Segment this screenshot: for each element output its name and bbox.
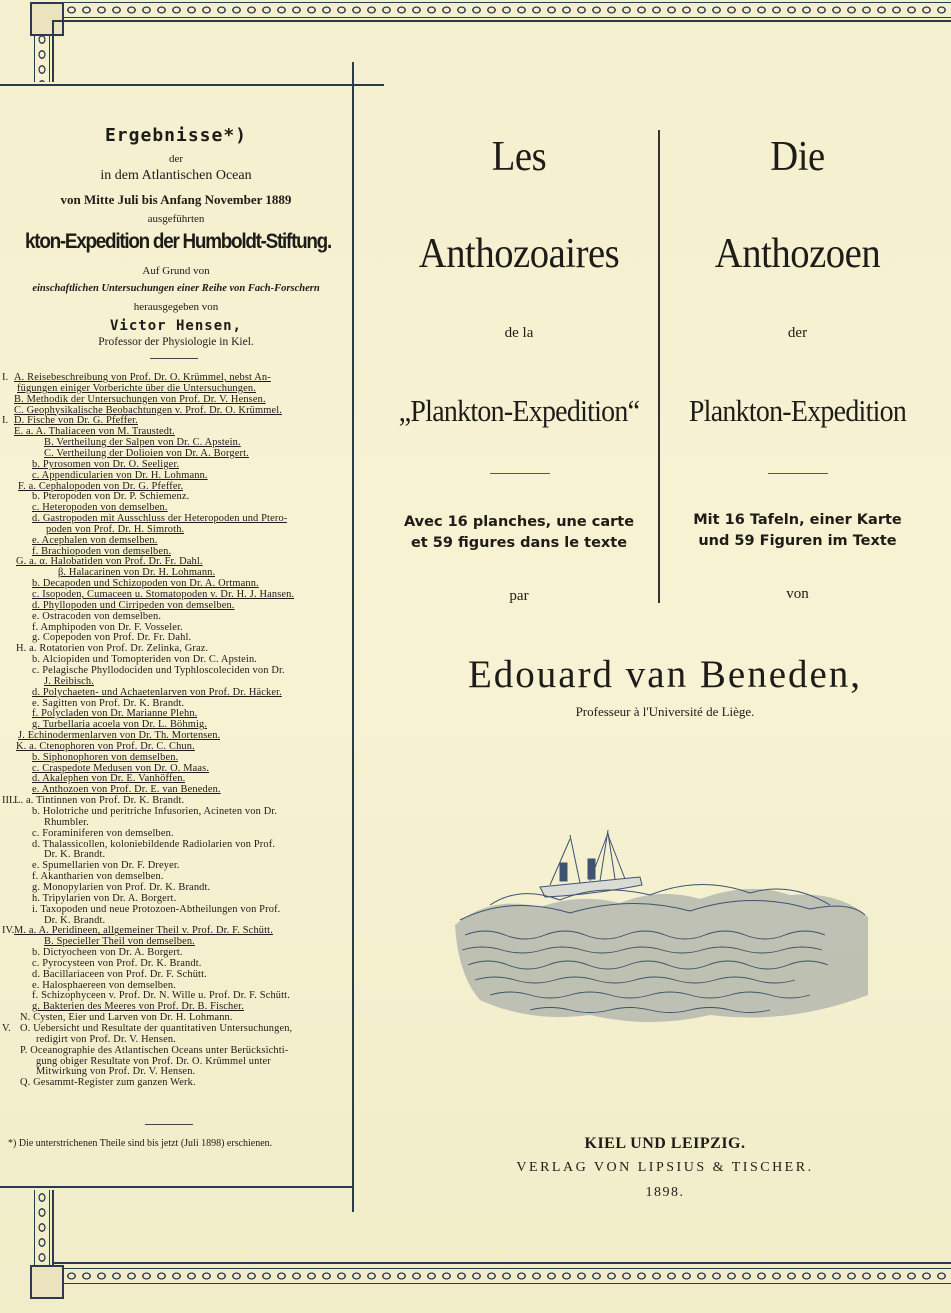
contents-entry: H. a. Rotatorien von Prof. Dr. Zelinka, Graz.	[16, 643, 209, 655]
contents-entry: d. Akalephen von Dr. E. Vanhöffen.	[32, 773, 186, 785]
contents-entry: D. Fische von Dr. G. Pfeffer.	[14, 415, 138, 427]
contents-part-number: IV.	[2, 925, 15, 937]
contents-entry: C. Vertheilung der Dolioien von Dr. A. Borgert.	[44, 447, 249, 459]
contents-entry: J. Echinodermenlarven von Dr. Th. Mortensen.	[18, 730, 221, 742]
contents-entry: Dr. K. Brandt.	[44, 914, 106, 926]
french-par: par	[509, 588, 529, 604]
contents-entry: g. Turbellaria acoela von Dr. L. Böhmig.	[32, 719, 208, 731]
contents-entry: c. Foraminiferen von demselben.	[32, 827, 174, 839]
contents-entry: g. Monopylarien von Prof. Dr. K. Brandt.	[32, 881, 211, 893]
german-title-expedition: Plankton-Expedition	[688, 393, 907, 428]
top-inner-rule	[52, 20, 951, 22]
contents-entry: d. Gastropoden mit Ausschluss der Heteropoden und Ptero-	[32, 513, 288, 525]
author-title: Professeur à l'Université de Liège.	[575, 704, 755, 719]
prospectus-line-ausgefuehrten: ausgeführten	[147, 213, 205, 225]
contents-entry: d. Bacillariaceen von Prof. Dr. F. Schütt.	[32, 968, 207, 980]
contents-entry: b. Siphonophoren von demselben.	[32, 751, 179, 763]
contents-entry: L. a. Tintinnen von Prof. Dr. K. Brandt.	[14, 795, 185, 807]
top-ornamental-border	[34, 2, 951, 18]
left-inner-rule-top	[52, 20, 54, 82]
contents-entry: b. Holotriche und peritriche Infusorien, Acineten von Dr.	[32, 806, 278, 817]
contents-entry: redigirt von Prof. Dr. V. Hensen.	[36, 1033, 176, 1045]
prospectus-line-dates: von Mitte Juli bis Anfang November 1889	[60, 192, 292, 207]
contents-entry: J. Reibisch.	[44, 675, 94, 687]
prospectus-editor: Victor Hensen,	[109, 318, 242, 334]
contents-entry: fügungen einiger Vorberichte über die Untersuchungen.	[17, 382, 256, 394]
contents-entry: C. Geophysikalische Beobachtungen v. Prof. Dr. O. Krümmel.	[14, 404, 283, 416]
publication-year: 1898.	[645, 1185, 685, 1200]
prospectus-line-auf-grund: Auf Grund von	[142, 265, 210, 277]
contents-part-number: V.	[2, 1023, 11, 1034]
contents-entry: K. a. Ctenophoren von Prof. Dr. C. Chun.	[16, 740, 195, 752]
ship-engraving	[450, 825, 870, 1030]
prospectus-line-herausgegeben: herausgegeben von	[133, 301, 219, 313]
contents-entry: b. Dictyocheen von Dr. A. Borgert.	[32, 947, 183, 959]
contents-entry: e. Ostracoden von demselben.	[32, 610, 162, 622]
contents-entry: gung obiger Resultate von Prof. Dr. O. Krümmel unter	[36, 1055, 271, 1067]
contents-entry: P. Oceanographie des Atlantischen Oceans unter Berücksichti-	[20, 1044, 289, 1056]
contents-entry: c. Pelagische Phyllodociden und Typhloscoleciden von Dr.	[32, 664, 285, 676]
contents-entry: e. Anthozoen von Prof. Dr. E. van Beneden.	[32, 784, 221, 796]
contents-entry: f. Schizophyceen v. Prof. Dr. N. Wille u. Prof. Dr. F. Schütt.	[32, 990, 290, 1002]
contents-entry: Rhumbler.	[44, 816, 89, 828]
contents-entry: Q. Gesammt-Register zum ganzen Werk.	[20, 1077, 196, 1089]
french-title-de-la: de la	[504, 325, 534, 341]
contents-entry: c. Pyrocysteen von Prof. Dr. K. Brandt.	[32, 957, 202, 969]
contents-entry: i. Taxopoden und neue Protozoen-Abtheilungen von Prof.	[32, 903, 281, 915]
contents-entry: f. Polycladen von Dr. Marianne Plehn.	[32, 708, 198, 720]
german-title-die: Die	[770, 134, 825, 180]
prospectus-line-untersuchungen: einschaftlichen Untersuchungen einer Reihe von Fach-Forschern	[32, 283, 320, 294]
contents-entry: A. Reisebeschreibung von Prof. Dr. O. Krümmel, nebst An-	[14, 372, 271, 383]
contents-entry: Mitwirkung von Prof. Dr. V. Hensen.	[36, 1066, 196, 1078]
prospectus-editor-title: Professor der Physiologie in Kiel.	[98, 336, 254, 348]
footnote: *) Die unterstrichenen Theile sind bis jetzt (Juli 1898) erschienen.	[8, 1138, 273, 1149]
left-inner-rule-bottom	[52, 1190, 54, 1265]
german-short-rule	[768, 473, 828, 474]
contents-entry: B. Specieller Theil von demselben.	[44, 936, 195, 948]
contents-entry: O. Uebersicht und Resultate der quantitativen Untersuchungen,	[20, 1023, 293, 1034]
contents-entry: Dr. K. Brandt.	[44, 849, 106, 861]
contents-entry: e. Acephalen von demselben.	[32, 534, 158, 546]
contents-part-number: III.	[2, 795, 15, 807]
bottom-inner-rule	[52, 1262, 951, 1264]
contents-entry: E. a. A. Thaliaceen von M. Traustedt.	[14, 426, 175, 438]
bottom-ornamental-border	[34, 1268, 951, 1284]
contents-part-number: I.	[2, 372, 9, 383]
corner-ornament-top	[30, 2, 64, 36]
corner-ornament-bottom	[30, 1265, 64, 1299]
publisher-name: VERLAG VON LIPSIUS & TISCHER.	[516, 1160, 814, 1175]
contents-entry: B. Methodik der Untersuchungen von Prof. Dr. V. Hensen.	[14, 393, 266, 405]
french-title-expedition: „Plankton-Expedition“	[398, 393, 640, 428]
left-panel-vertical-rule	[352, 62, 354, 1212]
contents-entry: b. Pyrosomen von Dr. O. Seeliger.	[32, 458, 180, 470]
prospectus-separator	[150, 358, 198, 359]
contents-entry: f. Amphipoden von Dr. F. Vosseler.	[32, 621, 183, 633]
left-panel-top-rule	[0, 84, 384, 86]
french-title-anthozoaires: Anthozoaires	[418, 231, 620, 277]
french-title-les: Les	[491, 134, 547, 180]
prospectus-heading: Ergebnisse*)	[104, 125, 248, 146]
contents-entry: e. Halosphaereen von demselben.	[32, 979, 177, 991]
contents-entry: B. Vertheilung der Salpen von Dr. C. Apstein.	[44, 437, 241, 449]
contents-entry: b. Pteropoden von Dr. P. Schiemenz.	[32, 491, 190, 503]
contents-entry: d. Phyllopoden und Cirripeden von demselben.	[32, 599, 235, 611]
french-plates-line-1: Avec 16 planches, une carte	[403, 514, 635, 530]
prospectus-expedition-title: kton-Expedition der Humboldt-Stiftung.	[25, 230, 331, 253]
contents-entry: N. Cysten, Eier und Larven von Dr. H. Lohmann.	[20, 1012, 233, 1024]
contents-part-number: I.	[2, 415, 9, 427]
contents-entry: poden von Prof. Dr. H. Simroth.	[46, 523, 185, 535]
prospectus-line-ocean: in dem Atlantischen Ocean	[100, 168, 252, 183]
contents-entry: c. Craspedote Medusen von Dr. O. Maas.	[32, 762, 210, 774]
german-title-der: der	[787, 325, 808, 341]
contents-entry: f. Akantharien von demselben.	[32, 871, 164, 883]
contents-entry: h. Tripylarien von Dr. A. Borgert.	[32, 892, 177, 904]
contents-entry: e. Sagitten von Prof. Dr. K. Brandt.	[32, 697, 185, 709]
contents-entry: G. a. α. Halobatiden von Prof. Dr. Fr. Dahl.	[16, 556, 203, 568]
german-plates-line-1: Mit 16 Tafeln, einer Karte	[693, 512, 902, 528]
french-short-rule	[490, 473, 550, 474]
prospectus-line-der: der	[168, 153, 184, 165]
french-plates-line-2: et 59 figures dans le texte	[410, 535, 628, 551]
contents-entry: g. Bakterien des Meeres von Prof. Dr. B. Fischer.	[32, 1001, 244, 1013]
contents-entry: f. Brachiopoden von demselben.	[32, 545, 172, 557]
contents-entry: M. a. A. Peridineen, allgemeiner Theil v. Prof. Dr. F. Schütt.	[14, 925, 273, 937]
contents-entry: β. Halacarinen von Dr. H. Lohmann.	[58, 567, 216, 579]
contents-entry: c. Appendicularien von Dr. H. Lohmann.	[32, 469, 208, 481]
contents-entry: c. Isopoden, Cumaceen u. Stomatopoden v. Dr. H. J. Hansen.	[32, 589, 295, 600]
contents-entry: d. Polychaeten- und Achaetenlarven von Prof. Dr. Häcker.	[32, 686, 282, 698]
contents-entry: g. Copepoden von Prof. Dr. Fr. Dahl.	[32, 632, 192, 644]
footnote-separator	[145, 1124, 193, 1125]
contents-entry: b. Alciopiden und Tomopteriden von Dr. C. Apstein.	[32, 654, 258, 666]
german-plates-line-2: und 59 Figuren im Texte	[698, 533, 897, 549]
publisher-place: KIEL UND LEIPZIG.	[584, 1135, 746, 1152]
contents-entry: c. Heteropoden von demselben.	[32, 502, 168, 514]
contents-entry: b. Decapoden und Schizopoden von Dr. A. Ortmann.	[32, 578, 259, 590]
german-title-anthozoen: Anthozoen	[714, 231, 881, 277]
contents-entry: d. Thalassicollen, koloniebildende Radiolarien von Prof.	[32, 838, 276, 850]
author-name: Edouard van Beneden,	[467, 653, 863, 696]
contents-entry: e. Spumellarien von Dr. F. Dreyer.	[32, 860, 180, 872]
contents-entry: F. a. Cephalopoden von Dr. G. Pfeffer.	[18, 480, 184, 492]
left-panel-bottom-rule	[0, 1186, 352, 1188]
german-von: von	[786, 586, 809, 602]
